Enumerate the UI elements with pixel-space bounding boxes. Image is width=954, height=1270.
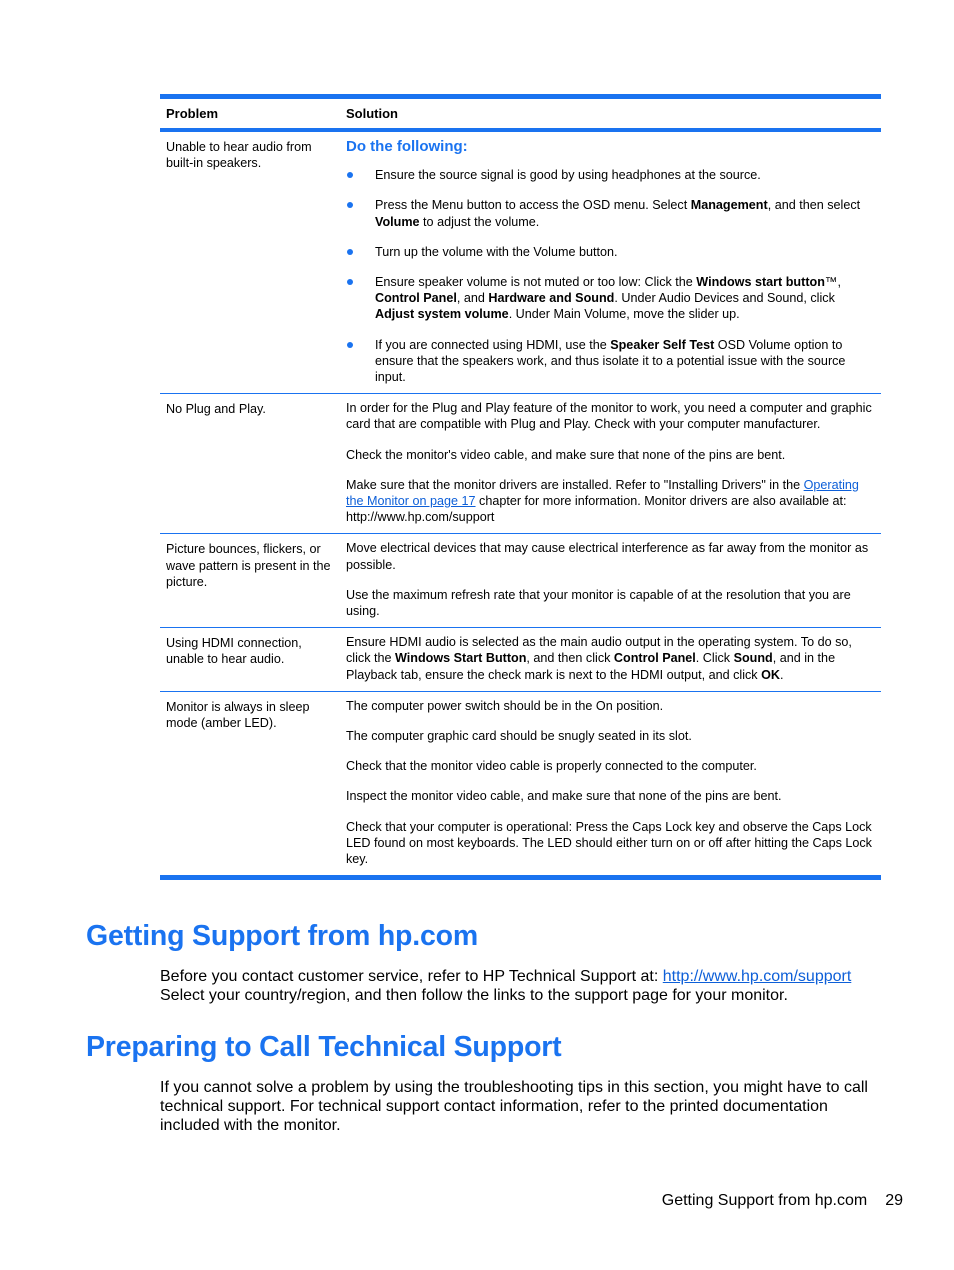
hp-support-link[interactable]: http://www.hp.com/support [662, 968, 852, 985]
solution-cell [340, 628, 881, 691]
solution-paragraph: Ensure HDMI audio is selected as the main audio output in the operating system. To do so, click the Windows Start Button, and then click Control Panel. Click Sound, and in the Playback tab, ensure the check mark is next to the HDMI output, and click OK. [346, 635, 852, 682]
troubleshooting-table [160, 94, 881, 880]
list-item: If you are connected using HDMI, use the Speaker Self Test OSD Volume option to ensure that the speakers work, and thus isolate it to a potential issue with the source input. [346, 337, 875, 386]
solution-paragraph: Check that the monitor video cable is properly connected to the computer. [346, 759, 757, 774]
section-body-getting-support: Before you contact customer service, refer to HP Technical Support at: http://www.hp.com/support Select your country/region, and then follow the links to the support page for your monitor. [160, 968, 852, 1004]
page-number: 29 [885, 1192, 903, 1209]
solution-cell [340, 534, 881, 627]
problem-cell: Picture bounces, flickers, or wave pattern is present in the picture. [166, 542, 331, 589]
solution-cell [340, 132, 881, 393]
problem-cell: Unable to hear audio from built-in speakers. [166, 140, 312, 171]
list-item: Turn up the volume with the Volume button. [346, 244, 875, 260]
table-row [160, 394, 881, 534]
solution-paragraph: Inspect the monitor video cable, and make sure that none of the pins are bent. [346, 789, 782, 804]
section-title-getting-support: Getting Support from hp.com [86, 920, 478, 952]
solution-paragraph: The computer graphic card should be snugly seated in its slot. [346, 729, 692, 744]
table-row [160, 628, 881, 692]
list-item: Ensure speaker volume is not muted or too low: Click the Windows start button™, Control Panel, and Hardware and Sound. Under Audio Devices and Sound, click Adjust system volume. Under Main Volume, move the slider up. [346, 274, 875, 323]
operating-monitor-link[interactable]: Operating the Monitor on page 17 [346, 477, 859, 509]
bullet-icon [347, 342, 353, 348]
solution-paragraph: The computer power switch should be in the On position. [346, 698, 664, 713]
do-following-heading: Do the following: [346, 138, 468, 155]
table-row [160, 534, 881, 628]
section-body-preparing-call: If you cannot solve a problem by using the troubleshooting tips in this section, you might have to call technical support. For technical support contact information, refer to the printed documentation included with the monitor. [160, 1079, 868, 1134]
solution-paragraph: Use the maximum refresh rate that your monitor is capable of at the resolution that you are using. [346, 587, 851, 619]
problem-cell: Using HDMI connection, unable to hear audio. [166, 636, 302, 667]
section-title-preparing-call: Preparing to Call Technical Support [86, 1031, 562, 1063]
list-item: Press the Menu button to access the OSD menu. Select Management, and then select Volume to adjust the volume. [346, 197, 875, 229]
solution-paragraph: Check that your computer is operational: Press the Caps Lock key and observe the Caps Lock LED found on most keyboards. The LED should either turn on or off after hitting the Caps Lock key. [346, 819, 872, 867]
problem-cell: No Plug and Play. [166, 402, 266, 417]
solution-paragraph: In order for the Plug and Play feature of the monitor to work, you need a computer and graphic card that are compatible with Plug and Play. Check with your computer manufacturer. [346, 401, 872, 432]
problem-cell: Monitor is always in sleep mode (amber LED). [166, 699, 310, 731]
footer-label: Getting Support from hp.com [661, 1192, 868, 1209]
bullet-icon [347, 172, 353, 178]
table-row [160, 132, 881, 394]
table-row [160, 692, 881, 880]
page-footer [662, 1192, 903, 1210]
solution-paragraph: Move electrical devices that may cause electrical interference as far away from the monitor as possible. [346, 541, 869, 572]
solution-cell [340, 394, 881, 533]
bullet-icon [347, 279, 353, 285]
list-item: Ensure the source signal is good by using headphones at the source. [346, 167, 875, 183]
header-solution: Solution [346, 106, 398, 121]
bullet-list [346, 167, 875, 385]
header-problem: Problem [166, 106, 219, 121]
solution-paragraph: Check the monitor's video cable, and make sure that none of the pins are bent. [346, 447, 786, 462]
solution-paragraph: Make sure that the monitor drivers are installed. Refer to "Installing Drivers" in the Operating the Monitor on page 17 chapter for more information. Monitor drivers are also available at: http://www.hp.com/support [346, 477, 859, 525]
bullet-icon [347, 249, 353, 255]
bullet-icon [347, 202, 353, 208]
solution-cell [340, 692, 881, 875]
table-header [160, 99, 881, 132]
